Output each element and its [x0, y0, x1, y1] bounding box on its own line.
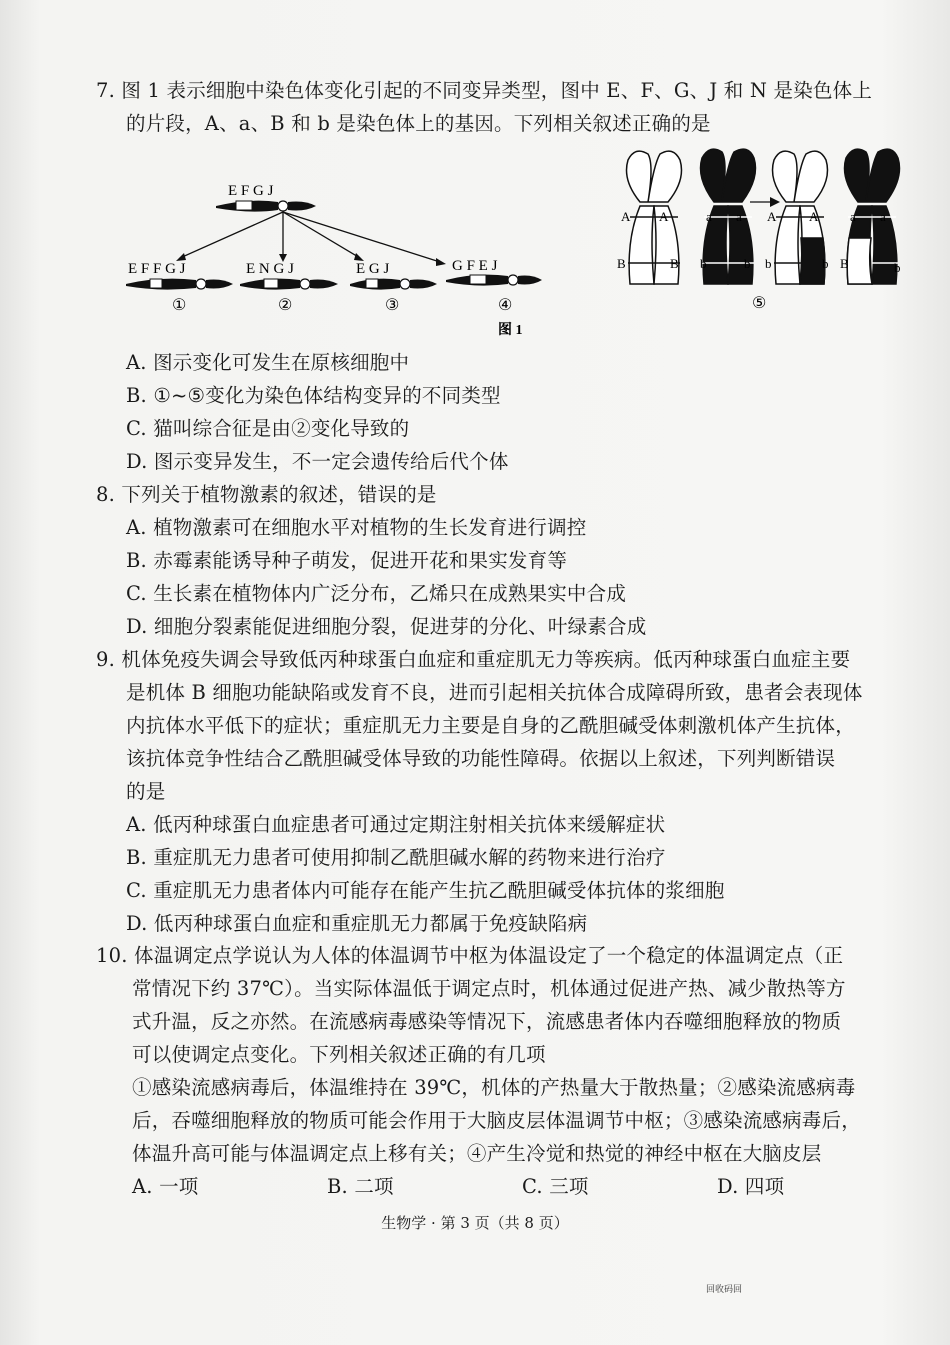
exchange-arrow — [750, 197, 780, 207]
svg-text:A: A — [621, 209, 631, 224]
chromosome-4 — [446, 275, 542, 286]
top-chromosome-labels: E F G J — [228, 183, 274, 199]
q8-stem: 8. 下列关于植物激素的叙述，错误的是 — [96, 483, 437, 506]
q7-option-a[interactable]: A. 图示变化可发生在原核细胞中 — [126, 351, 410, 374]
label-n5: ⑤ — [752, 295, 767, 312]
q10-stem-line-1: 10. 体温调定点学说认为人体的体温调节中枢为体温设定了一个稳定的体温调定点（正 — [96, 944, 844, 967]
q10-options — [96, 1170, 916, 1203]
q8-option-b[interactable]: B. 赤霉素能诱导种子萌发，促进开花和果实发育等 — [126, 549, 568, 572]
figure-1 — [0, 140, 950, 345]
chromosome-3 — [350, 279, 437, 290]
q7-option-b[interactable]: B. ①~⑤变化为染色体结构变异的不同类型 — [126, 384, 501, 407]
svg-text:a: a — [706, 209, 712, 224]
chromosome-2-labels: E N G J — [246, 261, 294, 277]
q10-stem-line-2: 常情况下约 37℃）。当实际体温低于调定点时，机体通过促进产热、减少散热等方 — [132, 977, 846, 1000]
svg-text:b: b — [700, 256, 707, 271]
svg-text:A: A — [767, 209, 777, 224]
svg-text:a: a — [880, 209, 886, 224]
chromosome-pair-right-white — [773, 151, 828, 284]
q10-option-d[interactable]: D. 四项 — [717, 1175, 785, 1198]
figure-arrows — [180, 212, 440, 262]
q10-statement-line-2: 后，吞噬细胞释放的物质可能会作用于大脑皮层体温调节中枢；③感染流感病毒后， — [132, 1109, 861, 1132]
q9-option-b[interactable]: B. 重症肌无力患者可使用抑制乙酰胆碱水解的药物来进行治疗 — [126, 846, 666, 869]
q8-option-c[interactable]: C. 生长素在植物体内广泛分布，乙烯只在成熟果实中合成 — [126, 582, 627, 605]
chromosome-1 — [126, 279, 233, 290]
svg-text:B: B — [840, 256, 849, 271]
chromosome-1-labels: E F F G J — [128, 261, 186, 277]
arrow-heads — [176, 253, 446, 266]
q10-stem-line-3: 式升温，反之亦然。在流感病毒感染等情况下，流感患者体内吞噬细胞释放的物质 — [132, 1010, 842, 1033]
svg-text:A: A — [659, 209, 669, 224]
qr-text: 回收码回 — [706, 1285, 743, 1295]
svg-text:b: b — [744, 256, 751, 271]
q7-stem-line-1: 7. 图 1 表示细胞中染色体变化引起的不同变异类型，图中 E、F、G、J 和 N 是染色体上 — [96, 79, 873, 102]
q7-option-c[interactable]: C. 猫叫综合征是由②变化导致的 — [126, 417, 410, 440]
page-footer: 生物学 · 第 3 页（共 8 页） — [381, 1214, 569, 1232]
svg-text:A: A — [809, 209, 819, 224]
q7-option-d[interactable]: D. 图示变异发生，不一定会遗传给后代个体 — [126, 450, 509, 473]
label-n4: ④ — [498, 297, 513, 314]
q10-option-b[interactable]: B. 二项 — [327, 1175, 394, 1198]
label-n2: ② — [278, 297, 293, 314]
question-7 — [96, 74, 916, 140]
q10-statement-line-1: ①感染流感病毒后，体温维持在 39℃，机体的产热量大于散热量；②感染流感病毒 — [132, 1076, 856, 1099]
label-n1: ① — [172, 297, 187, 314]
chromosome-3-labels: E G J — [356, 261, 390, 277]
q8-option-d[interactable]: D. 细胞分裂素能促进细胞分裂，促进芽的分化、叶绿素合成 — [126, 615, 647, 638]
q10-option-a[interactable]: A. 一项 — [132, 1175, 199, 1198]
q9-option-d[interactable]: D. 低丙种球蛋白血症和重症肌无力都属于免疫缺陷病 — [126, 912, 588, 935]
question-9 — [96, 643, 916, 940]
label-n3: ③ — [385, 297, 400, 314]
q9-option-a[interactable]: A. 低丙种球蛋白血症患者可通过定期注射相关抗体来缓解症状 — [126, 813, 666, 836]
question-8 — [96, 478, 916, 643]
q10-stem-line-4: 可以使调定点变化。下列相关叙述正确的有几项 — [132, 1043, 546, 1066]
figure-caption: 图 1 — [498, 323, 523, 338]
svg-text:b: b — [822, 256, 829, 271]
svg-text:B: B — [617, 256, 626, 271]
q8-option-a[interactable]: A. 植物激素可在细胞水平对植物的生长发育进行调控 — [126, 516, 587, 539]
q7-stem-line-2: 的片段，A、a、B 和 b 是染色体上的基因。下列相关叙述正确的是 — [126, 112, 711, 135]
svg-text:a: a — [736, 209, 742, 224]
chromosome-4-labels: G F E J — [452, 258, 498, 274]
q9-stem-line-4: 该抗体竞争性结合乙酰胆碱受体导致的功能性障碍。依据以上叙述，下列判断错误 — [126, 747, 836, 770]
top-chromosome — [216, 201, 316, 212]
svg-text:B: B — [670, 256, 679, 271]
q9-option-c[interactable]: C. 重症肌无力患者体内可能存在能产生抗乙酰胆碱受体抗体的浆细胞 — [126, 879, 725, 902]
q9-stem-line-3: 内抗体水平低下的症状；重症肌无力主要是自身的乙酰胆碱受体刺激机体产生抗体， — [126, 714, 855, 737]
q9-stem-line-2: 是机体 B 细胞功能缺陷或发育不良，进而引起相关抗体合成障碍所致，患者会表现体 — [126, 681, 863, 704]
svg-text:a: a — [850, 209, 856, 224]
q10-option-c[interactable]: C. 三项 — [522, 1175, 589, 1198]
svg-text:b: b — [894, 260, 901, 275]
q7-options — [96, 346, 916, 478]
q9-stem-line-5: 的是 — [126, 780, 166, 803]
q10-statement-line-3: 体温升高可能与体温调定点上移有关；④产生冷觉和热觉的神经中枢在大脑皮层 — [132, 1142, 822, 1165]
q9-stem-line-1: 9. 机体免疫失调会导致低丙种球蛋白血症和重症肌无力等疾病。低丙种球蛋白血症主要 — [96, 648, 851, 671]
svg-text:b: b — [765, 256, 772, 271]
question-10 — [96, 939, 916, 1203]
chromosome-2 — [240, 279, 338, 290]
